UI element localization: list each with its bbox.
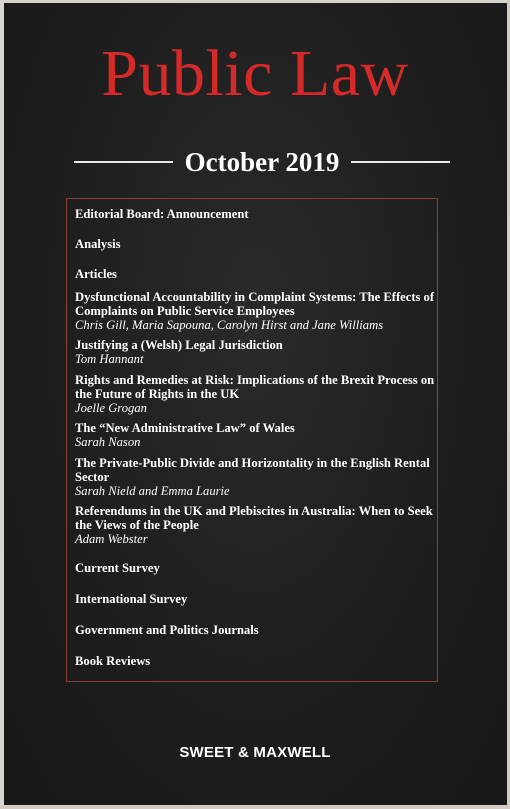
contents-international-survey bbox=[75, 592, 445, 606]
editorial-label: Editorial Board: Announcement bbox=[75, 207, 249, 221]
issue-date: October 2019 bbox=[184, 146, 340, 177]
article-title-cont: the Views of the People bbox=[75, 518, 199, 532]
article-item bbox=[75, 421, 445, 449]
journal-title: Public Law bbox=[101, 37, 409, 110]
article-title: The “New Administrative Law” of Wales bbox=[75, 421, 295, 435]
article-authors: Sarah Nield and Emma Laurie bbox=[75, 484, 230, 498]
article-authors: Chris Gill, Maria Sapouna, Carolyn Hirst and Jane Williams bbox=[75, 318, 384, 332]
article-authors: Tom Hannant bbox=[75, 352, 144, 366]
article-item bbox=[75, 456, 445, 498]
contents-government-journals bbox=[75, 623, 445, 637]
article-authors: Joelle Grogan bbox=[75, 401, 147, 415]
article-item bbox=[75, 338, 445, 366]
date-rule-left bbox=[74, 161, 173, 163]
article-title: Dysfunctional Accountability in Complaint Systems: The Effects of bbox=[75, 290, 435, 304]
article-title-cont: Complaints on Public Service Employees bbox=[75, 304, 295, 318]
article-item bbox=[75, 290, 445, 332]
article-authors: Adam Webster bbox=[75, 532, 148, 546]
page-edge-bottom bbox=[0, 805, 510, 809]
article-authors: Sarah Nason bbox=[75, 435, 141, 449]
contents-current-survey bbox=[75, 561, 445, 575]
contents-analysis bbox=[75, 237, 445, 251]
article-title-cont: the Future of Rights in the UK bbox=[75, 387, 240, 401]
government-journals-label: Government and Politics Journals bbox=[75, 623, 259, 637]
contents-articles-heading bbox=[75, 267, 445, 281]
page-edge-left bbox=[0, 0, 4, 809]
article-title-cont: Sector bbox=[75, 470, 110, 484]
issue-date-row bbox=[74, 142, 450, 182]
article-title: Referendums in the UK and Plebiscites in Australia: When to Seek bbox=[75, 504, 433, 518]
publisher-logo: SWEET & MAXWELL bbox=[179, 744, 331, 761]
article-item bbox=[75, 373, 445, 415]
article-title: The Private-Public Divide and Horizontality in the English Rental bbox=[75, 456, 430, 470]
contents-editorial bbox=[75, 207, 445, 221]
article-title: Rights and Remedies at Risk: Implications of the Brexit Process on bbox=[75, 373, 435, 387]
article-title: Justifying a (Welsh) Legal Jurisdiction bbox=[75, 338, 283, 352]
article-item bbox=[75, 504, 445, 546]
international-survey-label: International Survey bbox=[75, 592, 188, 606]
current-survey-label: Current Survey bbox=[75, 561, 160, 575]
analysis-label: Analysis bbox=[75, 237, 121, 251]
contents-book-reviews bbox=[75, 654, 445, 668]
book-reviews-label: Book Reviews bbox=[75, 654, 151, 668]
date-rule-right bbox=[351, 161, 450, 163]
page-edge-top bbox=[0, 0, 510, 3]
articles-heading: Articles bbox=[75, 267, 117, 281]
